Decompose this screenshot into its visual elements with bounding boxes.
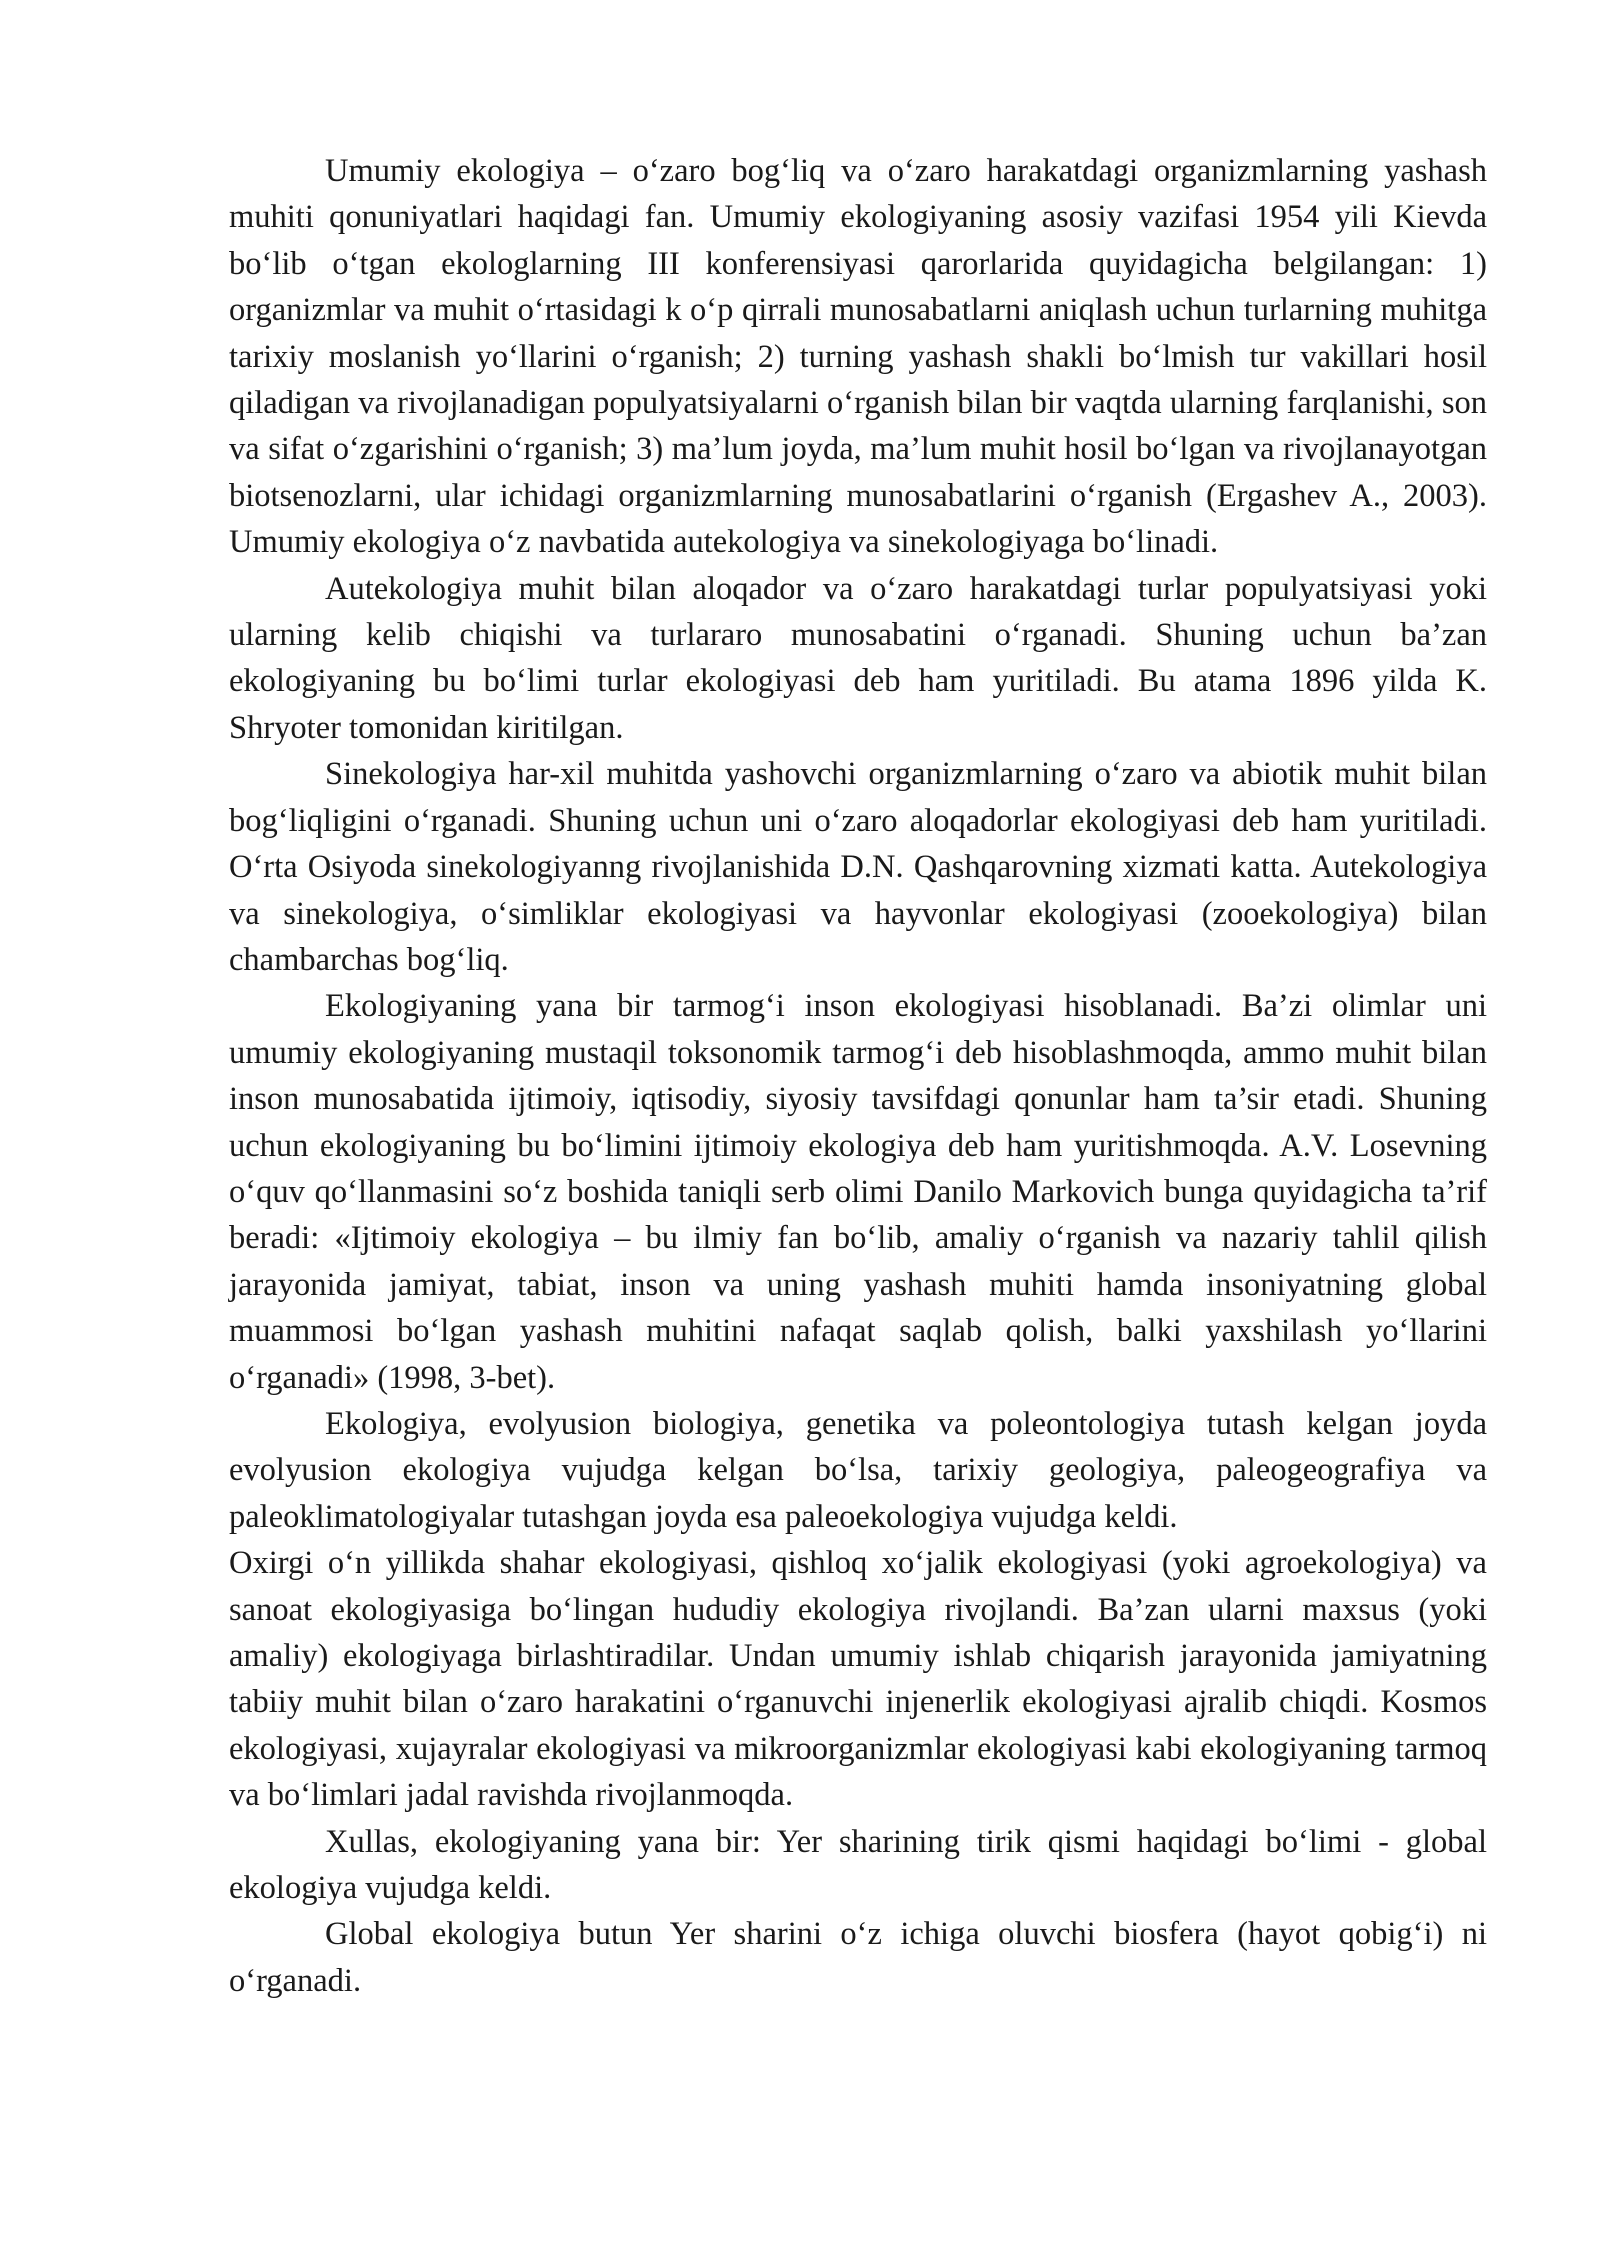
paragraph-global-ekologiya: Global ekologiya butun Yer sharini oʻz ichiga oluvchi biosfera (hayot qobigʻi) ni oʻrganadi. [229, 1916, 1487, 1999]
paragraph-global-ekologiya-intro: Xullas, ekologiyaning yana bir: Yer sharining tirik qismi haqidagi boʻlimi - global ekologiya vujudga keldi. [229, 1823, 1487, 1907]
paragraph-evolyusion-ekologiya: Ekologiya, evolyusion biologiya, genetika va poleontologiya tutash kelgan joyda evolyusion ekologiya vujudga kelgan boʻlsa, tarixiy geologiya, paleogeografiya va paleoklimatologiyalar tutashgan joyda esa paleoekologiya vujudga keldi. [229, 1405, 1487, 1535]
paragraph-umumiy-ekologiya: Umumiy ekologiya – oʻzaro bogʻliq va oʻzaro harakatdagi organizmlarning yashash muhiti qonuniyatlari haqidagi fan. Umumiy ekologiyaning asosiy vazifasi 1954 yili Kievda boʻlib oʻtgan ekologlarning III konferensiyasi qarorlarida quyidagicha belgilangan: 1) organizmlar va muhit oʻrtasidagi k oʻp qirrali munosabatlarni aniqlash uchun turlarning muhitga tarixiy moslanish yoʻllarini oʻrganish; 2) turning yashash shakli boʻlmish tur vakillari hosil qiladigan va rivojlanadigan populyatsiyalarni oʻrganish bilan bir vaqtda ularning farqlanishi, son va sifat oʻzgarishini oʻrganish; 3) ma’lum joyda, ma’lum muhit hosil boʻlgan va rivojlanayotgan biotsenozlarni, ular ichidagi organizmlarning munosabatlarini oʻrganish (Ergashev A., 2003). Umumiy ekologiya oʻz navbatida autekologiya va sinekologiyaga boʻlinadi. [229, 153, 1487, 561]
paragraph-hududiy-ekologiya: Oxirgi oʻn yillikda shahar ekologiyasi, qishloq xoʻjalik ekologiyasi (yoki agroekologiya) va sanoat ekologiyasiga boʻlingan hududiy ekologiya rivojlandi. Ba’zan ularni maxsus (yoki amaliy) ekologiyaga birlashtiradilar. Undan umumiy ishlab chiqarish jarayonida jamiyatning tabiiy muhit bilan oʻzaro harakatini oʻrganuvchi injenerlik ekologiyasi ajralib chiqdi. Kosmos ekologiyasi, xujayralar ekologiyasi va mikroorganizmlar ekologiyasi kabi ekologiyaning tarmoq va boʻlimlari jadal ravishda rivojlanmoqda. [229, 1545, 1487, 1814]
paragraph-inson-ekologiyasi: Ekologiyaning yana bir tarmogʻi inson ekologiyasi hisoblanadi. Ba’zi olimlar uni umumiy ekologiyaning mustaqil toksonomik tarmogʻi deb hisoblashmoqda, ammo muhit bilan inson munosabatida ijtimoiy, iqtisodiy, siyosiy tavsifdagi qonunlar ham ta’sir etadi. Shuning uchun ekologiyaning bu boʻlimini ijtimoiy ekologiya deb ham yuritishmoqda. A.V. Losevning oʻquv qoʻllanmasini soʻz boshida taniqli serb olimi Danilo Markovich bunga quyidagicha ta’rif beradi: «Ijtimoiy ekologiya – bu ilmiy fan boʻlib, amaliy oʻrganish va nazariy tahlil qilish jarayonida jamiyat, tabiat, inson va uning yashash muhiti hamda insoniyatning global muammosi boʻlgan yashash muhitini nafaqat saqlab qolish, balki yaxshilash yoʻllarini oʻrganadi» (1998, 3-bet). [229, 988, 1487, 1396]
document-page [229, 148, 1487, 2004]
paragraph-autekologiya: Autekologiya muhit bilan aloqador va oʻzaro harakatdagi turlar populyatsiyasi yoki ularning kelib chiqishi va turlararo munosabatini oʻrganadi. Shuning uchun ba’zan ekologiyaning bu boʻlimi turlar ekologiyasi deb ham yuritiladi. Bu atama 1896 yilda K. Shryoter tomonidan kiritilgan. [229, 570, 1487, 746]
paragraph-sinekologiya: Sinekologiya har-xil muhitda yashovchi organizmlarning oʻzaro va abiotik muhit bilan bogʻliqligini oʻrganadi. Shuning uchun uni oʻzaro aloqadorlar ekologiyasi deb ham yuritiladi. Oʻrta Osiyoda sinekologiyanng rivojlanishida D.N. Qashqarovning xizmati katta. Autekologiya va sinekologiya, oʻsimliklar ekologiyasi va hayvonlar ekologiyasi (zooekologiya) bilan chambarchas bogʻliq. [229, 756, 1487, 978]
